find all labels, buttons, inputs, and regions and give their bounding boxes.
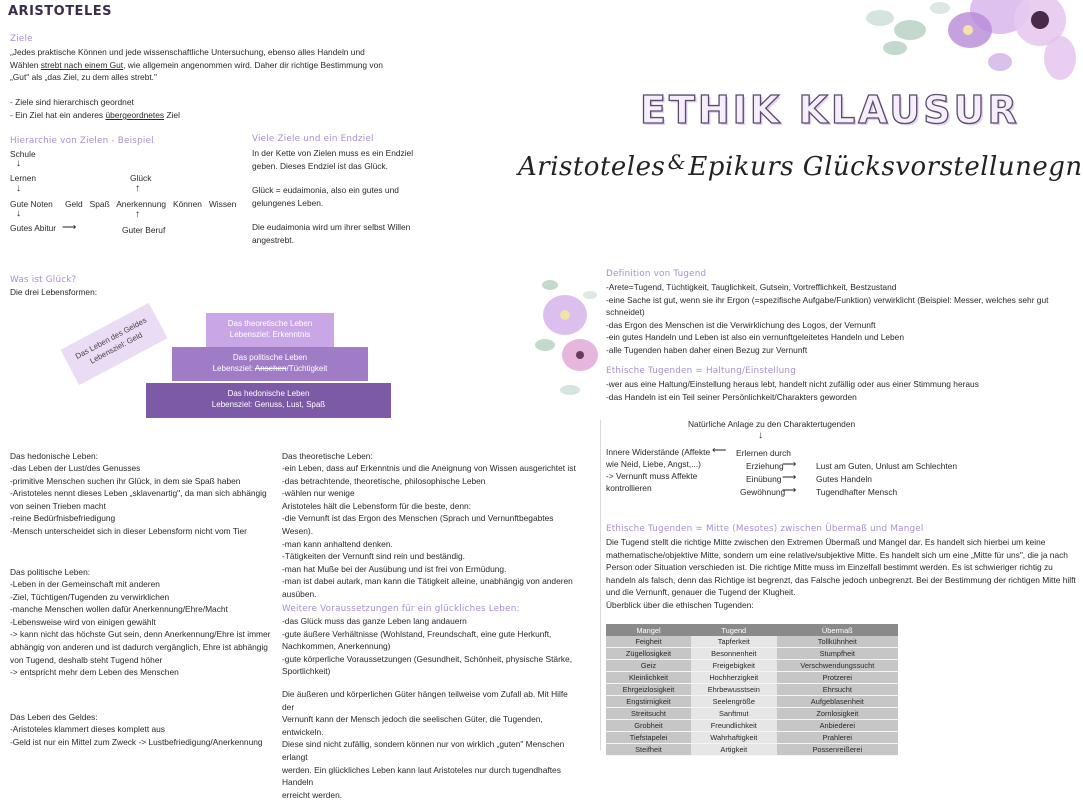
table-cell: Tapferkeit [691, 636, 777, 648]
haltung-heading: Ethische Tugenden = Haltung/Einstellung [606, 366, 796, 376]
subtitle-ampersand: & [667, 150, 686, 174]
ziele-quote-underlined: strebt nach einem Gut [40, 59, 124, 70]
theoretisch-title: Das theoretische Leben: [282, 451, 373, 461]
table-cell: Besonnenheit [691, 648, 777, 660]
arrow-right-icon: ⟶ [782, 472, 797, 483]
table-cell: Streitsucht [606, 708, 691, 720]
table-cell: Possenreißerei [777, 744, 898, 756]
arrow-up-icon: ↑ [135, 183, 140, 194]
ziele-quote-line1: „Jedes praktische Können und jede wissenschaftliche Untersuchung, ebenso alles Handeln und [10, 47, 365, 57]
anlage-handeln: Gutes Handeln [816, 474, 872, 484]
anlage-innere: Innere Widerstände (Affekte wie Neid, Liebe, Angst,...) -> Vernunft muss Affekte kontrollieren [606, 447, 711, 493]
glueck-sub: Die drei Lebensformen: [10, 287, 98, 297]
pyramid-politisch [172, 347, 368, 381]
table-cell: Ehrbewusstsein [691, 684, 777, 696]
voraussetzungen-heading: Weitere Voraussetzungen für ein glückliches Leben: [282, 604, 520, 614]
arrow-right-icon: ⟶ [62, 222, 77, 233]
arrow-down-icon: ↓ [758, 430, 763, 441]
table-row [606, 672, 898, 684]
table-cell: Freundlichkeit [691, 720, 777, 732]
flower-decoration-top-icon [850, 0, 1080, 100]
voraussetzungen-body: -das Glück muss das ganze Leben lang andauern -gute äußere Verhältnisse (Wohlstand, Freundschaft, eine gute Herkunft, Nachkommen, Anerkennung) -gute körperliche Voraussetzungen (Gesundheit, Schönheit, physische Stärke, Sportlichkeit) [282, 616, 573, 677]
hedonisch-title: Das hedonische Leben: [10, 451, 99, 461]
table-cell: Tollkühnheit [777, 636, 898, 648]
ziele-quote-text-2: , wie allgemein angenommen wird. Daher dir richtige Bestimmung von [123, 59, 383, 70]
mitte-body: Die Tugend stellt die richtige Mitte zwischen den Extremen Übermaß und Mangel dar. Es handelt sich hierbei um keine mathematische/objektive Mitte, sondern um eine relative/subjektive Mitte. Es handelt sich um eine „Mitte für uns", die ja nach Person oder Situation verschieden ist. Die richtige Mitte muss im Einzelfall bestimmt werden. Es ist schwieriger richtig zu handeln als falsch, denn das Richtige ist begrenzt, das Falsche jedoch unbegrenzt. Bei der Bestimmung der richtigen Mitte hilft und die Vernunft, genauer die Tugend der Klugheit. Überblick über die ethischen Tugenden: [606, 537, 1076, 610]
table-cell: Kleinlichkeit [606, 672, 691, 684]
haltung-body: -wer aus eine Haltung/Einstellung heraus lebt, handelt nicht zufällig oder aus einer Stimmung heraus -das Handeln ist ein Teil seiner Persönlichkeit/Charakters geworden [606, 379, 979, 402]
table-cell: Feigheit [606, 636, 691, 648]
pyramid-theoretisch: Das theoretische Leben Lebensziel: Erkenntnis [206, 313, 334, 347]
table-cell: Ehrgeizlosigkeit [606, 684, 691, 696]
table-cell: Tiefstapelei [606, 732, 691, 744]
tugend-table [606, 624, 898, 756]
arrow-down-icon: ↓ [16, 208, 21, 219]
hierarchie-gutes-abitur: Gutes Abitur [10, 223, 57, 233]
table-cell: Anbiederei [777, 720, 898, 732]
table-row [606, 636, 898, 648]
viele-ziele-p1: In der Kette von Zielen muss es ein Endziel geben. Dieses Endziel ist das Glück. [252, 148, 414, 171]
hierarchie-heading: Hierarchie von Zielen - Beispiel [10, 136, 154, 146]
ziele-quote-line2 [10, 59, 390, 72]
anlage-gewoehnung: Gewöhnung [740, 487, 786, 497]
table-cell: Protzerei [777, 672, 898, 684]
subtitle-right: Epikurs Glücksvorstellunegn [688, 152, 1083, 182]
table-cell: Wahrhaftigkeit [691, 732, 777, 744]
table-cell: Sanftmut [691, 708, 777, 720]
anlage-top: Natürliche Anlage zu den Charaktertugenden [688, 419, 856, 429]
anlage-erlernen: Erlernen durch [736, 448, 791, 458]
table-header-row [606, 624, 898, 636]
pyramid-politisch-goal-label: Lebensziel: [212, 364, 255, 373]
politisch-title: Das politische Leben: [10, 567, 91, 577]
pyramid-politisch-title: Das politische Leben [232, 353, 308, 362]
hierarchie-schule: Schule [10, 149, 36, 159]
tugend-def-heading: Definition von Tugend [606, 269, 707, 279]
table-cell: Grobheit [606, 720, 691, 732]
table-cell: Steifheit [606, 744, 691, 756]
anlage-mensch: Tugendhafter Mensch [816, 487, 898, 497]
table-row [606, 684, 898, 696]
subtitle-left: Aristoteles [518, 152, 666, 182]
table-cell: Geiz [606, 660, 691, 672]
politisch-body: -Leben in der Gemeinschaft mit anderen -Ziel, Tüchtigen/Tugenden zu verwirklichen -manche Menschen wollen dafür Anerkennung/Ehre/Macht -Lebensweise wird von einigen gewählt -> kann nicht das höchste Gut sein, denn Anerkennung/Ehre ist immer abhängig von anderen und ist dadurch vergänglich, Ehre ist abhängig von Tugend, deshalb steht Tugend höher -> entspricht mehr dem Leben des Menschen [10, 579, 271, 678]
table-cell: Hochherzigkeit [691, 672, 777, 684]
table-cell: Aufgeblasenheit [777, 696, 898, 708]
arrow-up-icon: ↑ [135, 209, 140, 220]
pyramid-politisch-struck: Ansehen [254, 364, 287, 373]
ziele-quote-text: Wählen [10, 59, 41, 70]
table-cell: Engstirnigkeit [606, 696, 691, 708]
tugend-def-body: -Arete=Tugend, Tüchtigkeit, Tauglichkeit, Gutsein, Vortrefflichkeit, Bestzustand -eine Sache ist gut, wenn sie ihr Ergon (=spezifische Aufgabe/Funktion) verwirklicht (Beispiel: Messer, welches sehr gut schneidet) -das Ergon des Menschen ist die Verwirklichung des Logos, der Vernunft -ein gutes Handeln und Leben ist also ein vernunftgeleitetes Handeln und Leben -alle Tugenden haben daher einen Bezug zur Vernunft [606, 282, 1049, 355]
table-row [606, 660, 898, 672]
table-cell: Ehrsucht [777, 684, 898, 696]
ziele-point-2-underlined: übergeordnetes [105, 110, 165, 120]
hedonisch-body: -das Leben der Lust/des Genusses -primitive Menschen suchen ihr Glück, in dem sie Spaß haben -Aristoteles nennt dieses Leben „sklavenartig", da man sich abhängig von seinen Trieben macht -reine Bedürfnisbefriedigung -Mensch unterscheidet sich in dieser Lebensform nicht vom Tier [10, 463, 267, 536]
ziele-quote [10, 46, 390, 84]
table-row [606, 696, 898, 708]
hierarchie-glueck: Glück [130, 173, 152, 183]
table-row [606, 744, 898, 756]
table-header-uebermass: Übermaß [777, 624, 898, 636]
ziele-point-2-text: - Ein Ziel hat ein anderes [10, 110, 106, 120]
ziele-heading: Ziele [10, 34, 33, 44]
voraussetzungen-closing: Die äußeren und körperlichen Güter hängen teilweise vom Zufall ab. Mit Hilfe der Vernunft kann der Mensch jedoch die seelischen Güter, die Tugenden, entwickeln. Diese sind nicht zufällig, sondern können nur von wirklich „guten" Menschen erlangt werden. Ein glückliches Leben kann laut Aristoteles nur durch tugendhaftes Handeln erreicht werden. [282, 689, 568, 800]
arrow-right-icon: ⟶ [782, 485, 797, 496]
hierarchie-lernen: Lernen [10, 173, 37, 183]
pyramid-politisch-goal [172, 363, 368, 374]
table-row [606, 720, 898, 732]
pyramid-hedonisch: Das hedonische Leben Lebensziel: Genuss, Lust, Spaß [146, 383, 391, 418]
table-cell: Zügellosigkeit [606, 648, 691, 660]
arrow-right-icon: ⟶ [782, 459, 797, 470]
table-cell: Artigkeit [691, 744, 777, 756]
hierarchie-row: Geld Spaß Anerkennung Können Wissen [65, 199, 237, 209]
ziele-point-1: - Ziele sind hierarchisch geordnet [10, 97, 134, 107]
table-cell: Zornlosigkeit [777, 708, 898, 720]
subtitle [518, 150, 1083, 182]
viele-ziele-p3: Die eudaimonia wird um ihrer selbst Willen angestrebt. [252, 222, 411, 245]
viele-ziele-heading: Viele Ziele und ein Endziel [252, 134, 374, 144]
pyramid-geldes: Das Leben des Geldes Lebensziel: Geld [60, 303, 167, 385]
ziele-point-2-end: Ziel [164, 110, 180, 120]
table-cell: Seelengröße [691, 696, 777, 708]
hierarchie-gute-noten: Gute Noten [10, 199, 53, 209]
document-title: ARISTOTELES [8, 4, 112, 19]
ziele-quote-line3: „Gut" als „das Ziel, zu dem alles strebt." [10, 72, 157, 83]
table-cell: Freigebigkeit [691, 660, 777, 672]
table-row [606, 708, 898, 720]
anlage-erziehung: Erziehung [746, 461, 784, 471]
table-cell: Verschwendungssucht [777, 660, 898, 672]
anlage-einuebung: Einübung [746, 474, 782, 484]
table-row [606, 648, 898, 660]
table-cell: Prahlerei [777, 732, 898, 744]
table-header-mangel: Mangel [606, 624, 691, 636]
mitte-heading: Ethische Tugenden = Mitte (Mesotes) zwischen Übermaß und Mangel [606, 524, 924, 534]
arrow-down-icon: ↓ [16, 158, 21, 169]
table-row [606, 732, 898, 744]
flower-decoration-middle-icon [525, 265, 605, 415]
hierarchie-guter-beruf: Guter Beruf [122, 225, 166, 235]
anlage-lust: Lust am Guten, Unlust am Schlechten [816, 461, 958, 471]
column-divider [600, 420, 601, 750]
geldes-body: -Aristoteles klammert dieses komplett aus -Geld ist nur ein Mittel zum Zweck -> Lustbefriedigung/Anerkennung [10, 724, 263, 747]
theoretisch-body: -ein Leben, dass auf Erkenntnis und die Aneignung von Wissen ausgerichtet ist -das betrachtende, theoretische, philosophische Leben -wählen nur wenige Aristoteles hält die Lebensform für die beste, denn: -die Vernunft ist das Ergon des Menschen (Sprach und Vernunftbegabtes Wesen). -man kann anhaltend denken. -Tätigkeiten der Vernunft sind rein und beständig. -man hat Muße bei der Ausübung und ist frei von Ermüdung. -man ist dabei autark, man kann die Tätigkeit alleine, unabhängig von anderen ausüben. [282, 463, 576, 599]
arrow-left-icon: ⟵ [712, 445, 727, 456]
table-cell: Stumpfheit [777, 648, 898, 660]
pyramid-politisch-goal-rest: /Tüchtigkeit [286, 364, 328, 373]
table-header-tugend: Tugend [691, 624, 777, 636]
viele-ziele-p2: Glück = eudaimonia, also ein gutes und gelungenes Leben. [252, 185, 399, 208]
geldes-title: Das Leben des Geldes: [10, 712, 98, 722]
exam-title: ETHIK KLAUSUR [640, 88, 1020, 132]
ziele-point-2 [10, 109, 180, 122]
arrow-down-icon: ↓ [16, 183, 21, 194]
glueck-heading: Was ist Glück? [10, 275, 77, 285]
